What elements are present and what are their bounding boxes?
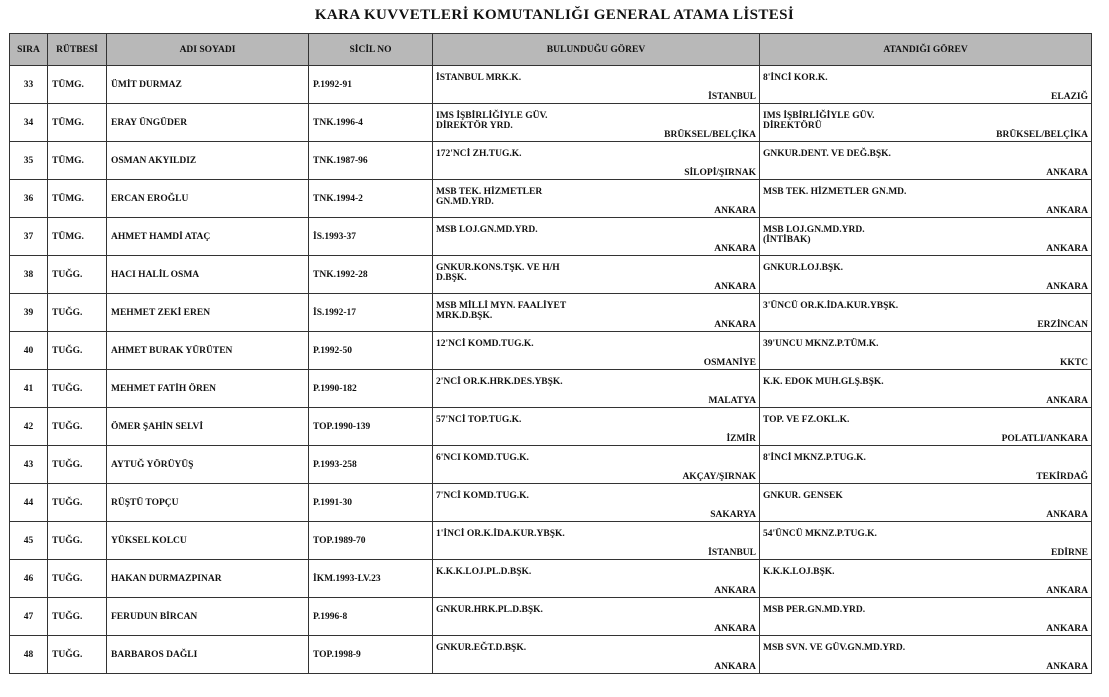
name-cell: AYTUĞ YÖRÜYÜŞ	[107, 446, 309, 484]
new-duty-location: ANKARA	[1046, 624, 1088, 634]
current-duty-cell	[433, 522, 760, 560]
table-row	[10, 446, 1092, 484]
rank-cell: TUĞG.	[48, 560, 107, 598]
rank-cell: TUĞG.	[48, 484, 107, 522]
column-header-adi-soyadi: ADI SOYADI	[107, 34, 309, 66]
table-row	[10, 598, 1092, 636]
name-cell: YÜKSEL KOLCU	[107, 522, 309, 560]
current-duty-cell	[433, 294, 760, 332]
new-duty-cell	[760, 446, 1092, 484]
name-cell: MEHMET ZEKİ EREN	[107, 294, 309, 332]
current-duty-cell	[433, 180, 760, 218]
name-cell: ÜMİT DURMAZ	[107, 66, 309, 104]
new-duty-cell	[760, 370, 1092, 408]
new-duty-location: ERZİNCAN	[1037, 320, 1088, 330]
current-duty-cell	[433, 332, 760, 370]
new-duty-location: ANKARA	[1046, 510, 1088, 520]
new-duty-location: BRÜKSEL/BELÇİKA	[996, 130, 1088, 140]
current-duty-title: MSB MİLLİ MYN. FAALİYET MRK.D.BŞK.	[436, 301, 567, 321]
new-duty-title: 54'ÜNCÜ MKNZ.P.TUG.K.	[763, 529, 877, 539]
registry-number-cell: TNK.1987-96	[309, 142, 433, 180]
rank-cell: TÜMG.	[48, 180, 107, 218]
current-duty-cell	[433, 636, 760, 674]
registry-number-cell: TNK.1996-4	[309, 104, 433, 142]
row-number: 38	[10, 256, 48, 294]
row-number: 44	[10, 484, 48, 522]
row-number: 33	[10, 66, 48, 104]
row-number: 40	[10, 332, 48, 370]
current-duty-cell	[433, 370, 760, 408]
table-body	[10, 66, 1092, 674]
current-duty-location: SAKARYA	[710, 510, 756, 520]
registry-number-cell: TOP.1998-9	[309, 636, 433, 674]
row-number: 34	[10, 104, 48, 142]
current-duty-location: ANKARA	[714, 662, 756, 672]
table-row	[10, 256, 1092, 294]
table-row	[10, 484, 1092, 522]
table-row	[10, 636, 1092, 674]
row-number: 37	[10, 218, 48, 256]
current-duty-title: IMS İŞBİRLİĞİYLE GÜV. DİREKTÖR YRD.	[436, 111, 548, 131]
name-cell: RÜŞTÜ TOPÇU	[107, 484, 309, 522]
name-cell: HACI HALİL OSMA	[107, 256, 309, 294]
table-row	[10, 332, 1092, 370]
new-duty-location: ANKARA	[1046, 206, 1088, 216]
registry-number-cell: P.1992-50	[309, 332, 433, 370]
name-cell: ÖMER ŞAHİN SELVİ	[107, 408, 309, 446]
rank-cell: TÜMG.	[48, 66, 107, 104]
current-duty-title: 57'NCİ TOP.TUG.K.	[436, 415, 522, 425]
registry-number-cell: TNK.1992-28	[309, 256, 433, 294]
current-duty-cell	[433, 142, 760, 180]
new-duty-cell	[760, 522, 1092, 560]
column-header-sira: SIRA	[10, 34, 48, 66]
current-duty-title: 7'NCİ KOMD.TUG.K.	[436, 491, 529, 501]
row-number: 35	[10, 142, 48, 180]
column-header-bulundugu-gorev: BULUNDUĞU GÖREV	[433, 34, 760, 66]
rank-cell: TUĞG.	[48, 446, 107, 484]
name-cell: AHMET BURAK YÜRÜTEN	[107, 332, 309, 370]
new-duty-location: ANKARA	[1046, 586, 1088, 596]
name-cell: ERCAN EROĞLU	[107, 180, 309, 218]
current-duty-title: 2'NCİ OR.K.HRK.DES.YBŞK.	[436, 377, 563, 387]
current-duty-location: ANKARA	[714, 586, 756, 596]
registry-number-cell: TOP.1990-139	[309, 408, 433, 446]
new-duty-location: ANKARA	[1046, 168, 1088, 178]
name-cell: ERAY ÜNGÜDER	[107, 104, 309, 142]
column-header-sicil-no: SİCİL NO	[309, 34, 433, 66]
new-duty-location: POLATLI/ANKARA	[1001, 434, 1088, 444]
current-duty-location: ANKARA	[714, 244, 756, 254]
rank-cell: TUĞG.	[48, 598, 107, 636]
new-duty-title: MSB TEK. HİZMETLER GN.MD.	[763, 187, 907, 197]
current-duty-title: GNKUR.HRK.PL.D.BŞK.	[436, 605, 543, 615]
column-header-atandigi-gorev: ATANDIĞI GÖREV	[760, 34, 1092, 66]
table-row	[10, 66, 1092, 104]
document-title: KARA KUVVETLERİ KOMUTANLIĞI GENERAL ATAMA LİSTESİ	[314, 7, 795, 23]
registry-number-cell: P.1990-182	[309, 370, 433, 408]
current-duty-cell	[433, 218, 760, 256]
current-duty-cell	[433, 408, 760, 446]
table-row	[10, 522, 1092, 560]
new-duty-location: ANKARA	[1046, 282, 1088, 292]
registry-number-cell: İS.1992-17	[309, 294, 433, 332]
new-duty-title: IMS İŞBİRLİĞİYLE GÜV. DİREKTÖRÜ	[763, 111, 875, 131]
new-duty-location: EDİRNE	[1051, 548, 1088, 558]
registry-number-cell: TOP.1989-70	[309, 522, 433, 560]
new-duty-cell	[760, 560, 1092, 598]
current-duty-cell	[433, 446, 760, 484]
current-duty-title: GNKUR.KONS.TŞK. VE H/H D.BŞK.	[436, 263, 560, 283]
name-cell: BARBAROS DAĞLI	[107, 636, 309, 674]
current-duty-location: MALATYA	[708, 396, 756, 406]
table-row	[10, 218, 1092, 256]
current-duty-location: İZMİR	[726, 434, 756, 444]
current-duty-cell	[433, 66, 760, 104]
new-duty-title: MSB PER.GN.MD.YRD.	[763, 605, 866, 615]
rank-cell: TUĞG.	[48, 294, 107, 332]
current-duty-title: 12'NCİ KOMD.TUG.K.	[436, 339, 534, 349]
current-duty-location: ANKARA	[714, 282, 756, 292]
new-duty-location: ANKARA	[1046, 244, 1088, 254]
new-duty-location: ELAZIĞ	[1051, 92, 1088, 102]
rank-cell: TUĞG.	[48, 408, 107, 446]
new-duty-cell	[760, 256, 1092, 294]
table-row	[10, 294, 1092, 332]
new-duty-title: GNKUR. GENSEK	[763, 491, 843, 501]
registry-number-cell: İS.1993-37	[309, 218, 433, 256]
column-header-rutbesi: RÜTBESİ	[48, 34, 107, 66]
current-duty-title: MSB TEK. HİZMETLER GN.MD.YRD.	[436, 187, 543, 207]
registry-number-cell: P.1992-91	[309, 66, 433, 104]
table-row	[10, 560, 1092, 598]
new-duty-title: 8'İNCİ MKNZ.P.TUG.K.	[763, 453, 866, 463]
current-duty-cell	[433, 104, 760, 142]
new-duty-title: K.K.K.LOJ.BŞK.	[763, 567, 835, 577]
rank-cell: TUĞG.	[48, 256, 107, 294]
row-number: 46	[10, 560, 48, 598]
new-duty-title: 8'İNCİ KOR.K.	[763, 73, 828, 83]
new-duty-cell	[760, 218, 1092, 256]
new-duty-title: TOP. VE FZ.OKL.K.	[763, 415, 850, 425]
rank-cell: TUĞG.	[48, 636, 107, 674]
rank-cell: TÜMG.	[48, 218, 107, 256]
rank-cell: TUĞG.	[48, 332, 107, 370]
new-duty-cell	[760, 484, 1092, 522]
registry-number-cell: P.1991-30	[309, 484, 433, 522]
new-duty-title: MSB SVN. VE GÜV.GN.MD.YRD.	[763, 643, 906, 653]
row-number: 41	[10, 370, 48, 408]
current-duty-location: ANKARA	[714, 624, 756, 634]
row-number: 43	[10, 446, 48, 484]
table-header-row	[10, 34, 1092, 66]
new-duty-cell	[760, 332, 1092, 370]
current-duty-location: ANKARA	[714, 206, 756, 216]
rank-cell: TÜMG.	[48, 142, 107, 180]
current-duty-title: MSB LOJ.GN.MD.YRD.	[436, 225, 538, 235]
registry-number-cell: İKM.1993-LV.23	[309, 560, 433, 598]
registry-number-cell: P.1996-8	[309, 598, 433, 636]
current-duty-title: 172'NCİ ZH.TUG.K.	[436, 149, 522, 159]
name-cell: FERUDUN BİRCAN	[107, 598, 309, 636]
appointment-table	[9, 33, 1092, 674]
new-duty-cell	[760, 636, 1092, 674]
new-duty-title: 3'ÜNCÜ OR.K.İDA.KUR.YBŞK.	[763, 301, 899, 311]
new-duty-cell	[760, 294, 1092, 332]
rank-cell: TUĞG.	[48, 370, 107, 408]
current-duty-location: İSTANBUL	[708, 548, 756, 558]
registry-number-cell: TNK.1994-2	[309, 180, 433, 218]
new-duty-cell	[760, 598, 1092, 636]
row-number: 48	[10, 636, 48, 674]
registry-number-cell: P.1993-258	[309, 446, 433, 484]
current-duty-location: ANKARA	[714, 320, 756, 330]
current-duty-title: İSTANBUL MRK.K.	[436, 73, 522, 83]
table-row	[10, 180, 1092, 218]
table-row	[10, 142, 1092, 180]
row-number: 45	[10, 522, 48, 560]
current-duty-location: İSTANBUL	[708, 92, 756, 102]
new-duty-title: MSB LOJ.GN.MD.YRD. (İNTİBAK)	[763, 225, 865, 245]
table-row	[10, 370, 1092, 408]
new-duty-location: ANKARA	[1046, 662, 1088, 672]
current-duty-title: 6'NCI KOMD.TUG.K.	[436, 453, 529, 463]
rank-cell: TÜMG.	[48, 104, 107, 142]
new-duty-title: GNKUR.LOJ.BŞK.	[763, 263, 843, 273]
current-duty-title: K.K.K.LOJ.PL.D.BŞK.	[436, 567, 532, 577]
new-duty-title: 39'UNCU MKNZ.P.TÜM.K.	[763, 339, 879, 349]
current-duty-title: GNKUR.EĞT.D.BŞK.	[436, 643, 527, 653]
current-duty-cell	[433, 256, 760, 294]
name-cell: OSMAN AKYILDIZ	[107, 142, 309, 180]
rank-cell: TUĞG.	[48, 522, 107, 560]
new-duty-cell	[760, 408, 1092, 446]
name-cell: AHMET HAMDİ ATAÇ	[107, 218, 309, 256]
table-row	[10, 104, 1092, 142]
current-duty-cell	[433, 484, 760, 522]
current-duty-title: 1'İNCİ OR.K.İDA.KUR.YBŞK.	[436, 529, 565, 539]
current-duty-location: SİLOPİ/ŞIRNAK	[684, 168, 756, 178]
new-duty-cell	[760, 66, 1092, 104]
current-duty-location: BRÜKSEL/BELÇİKA	[664, 130, 756, 140]
name-cell: HAKAN DURMAZPINAR	[107, 560, 309, 598]
new-duty-title: GNKUR.DENT. VE DEĞ.BŞK.	[763, 149, 891, 159]
name-cell: MEHMET FATİH ÖREN	[107, 370, 309, 408]
table-row	[10, 408, 1092, 446]
new-duty-cell	[760, 104, 1092, 142]
row-number: 42	[10, 408, 48, 446]
row-number: 36	[10, 180, 48, 218]
new-duty-cell	[760, 142, 1092, 180]
new-duty-location: TEKİRDAĞ	[1036, 472, 1088, 482]
current-duty-cell	[433, 560, 760, 598]
current-duty-location: OSMANİYE	[703, 358, 756, 368]
new-duty-title: K.K. EDOK MUH.GLŞ.BŞK.	[763, 377, 884, 387]
row-number: 39	[10, 294, 48, 332]
new-duty-cell	[760, 180, 1092, 218]
current-duty-location: AKÇAY/ŞIRNAK	[682, 472, 756, 482]
new-duty-location: KKTC	[1060, 358, 1088, 368]
row-number: 47	[10, 598, 48, 636]
current-duty-cell	[433, 598, 760, 636]
new-duty-location: ANKARA	[1046, 396, 1088, 406]
